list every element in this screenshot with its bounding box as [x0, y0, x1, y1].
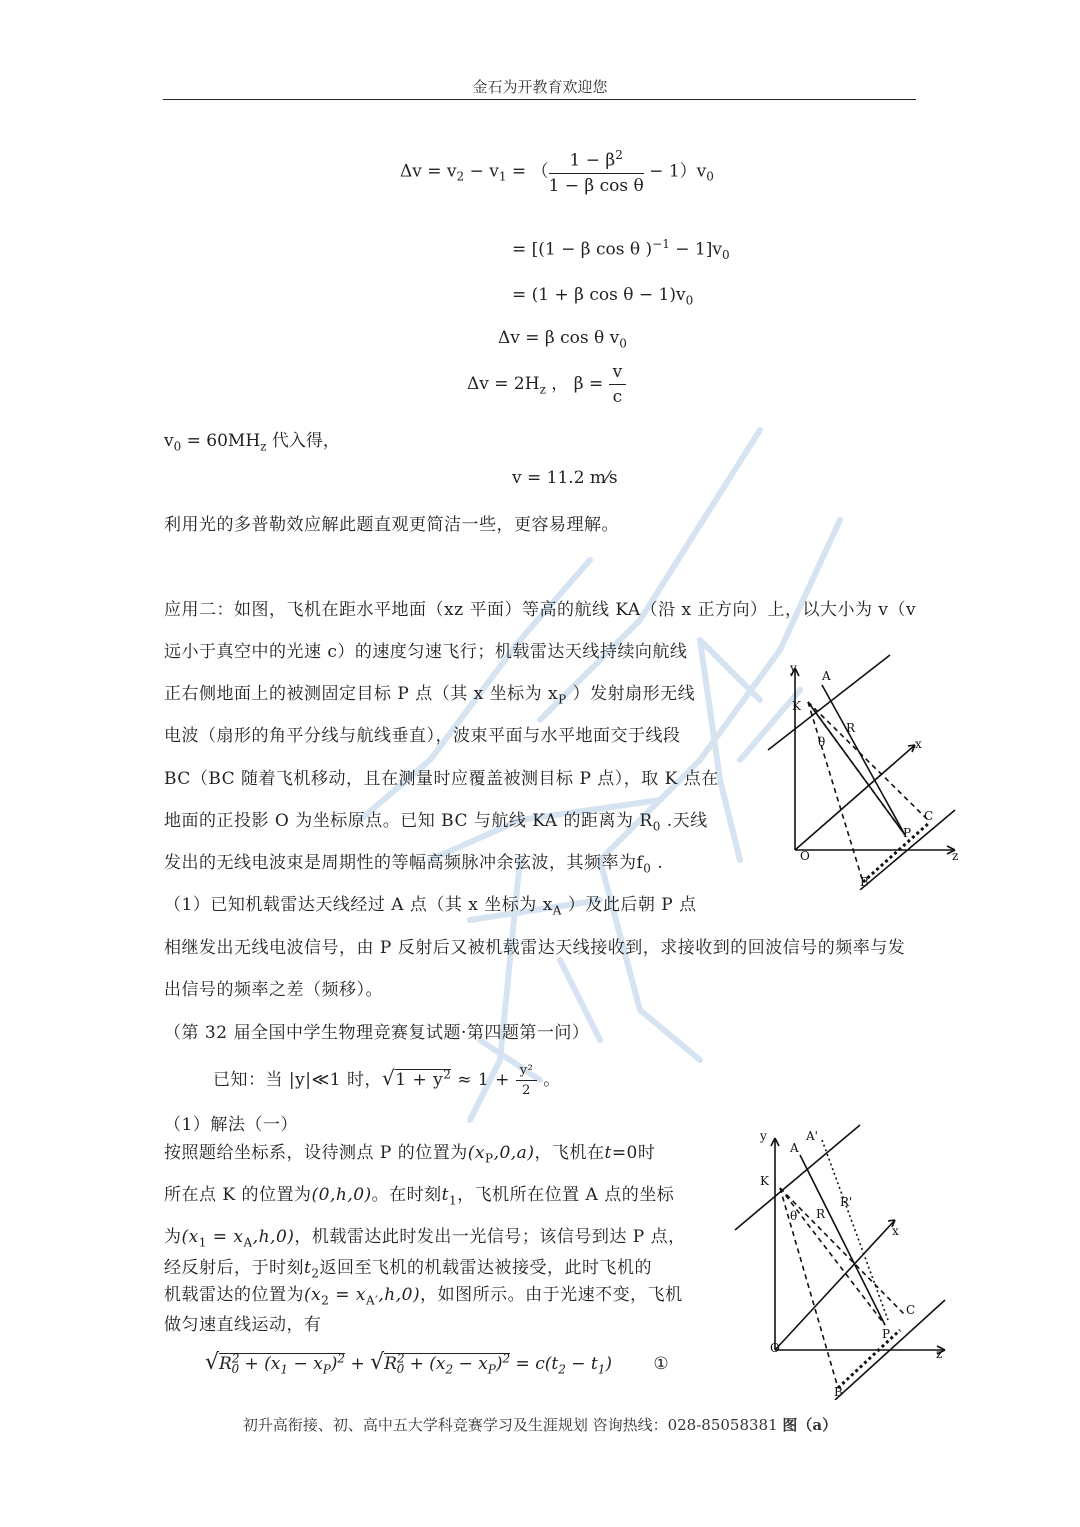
equation-3: = (1 + β $\cos \theta - 1)v_0$ — [512, 285, 694, 308]
svg-text:R: R — [816, 1207, 826, 1221]
svg-text:K: K — [792, 699, 801, 713]
paragraph-doppler: 利用光的多普勒效应解此题直观更简洁一些，更容易理解。 — [164, 515, 619, 535]
equation-4: Δv = β cos θ $v_0$ — [498, 328, 627, 351]
svg-text:z: z — [952, 849, 959, 863]
app2-line-6: 地面的正投影 O 为坐标原点。已知 BC 与航线 KA 的距离为 $R_0$ .天线 — [164, 811, 708, 834]
known-condition: 已知：当 |y|≪1 时，$√1 + y^2 \approx 1$ + $\frac{\text{y²}}{2}$ 。 — [213, 1063, 561, 1098]
svg-text:y: y — [790, 661, 797, 675]
svg-text:O: O — [800, 849, 810, 863]
svg-text:θ: θ — [818, 735, 826, 749]
svg-text:P: P — [903, 826, 912, 840]
fraction: $\frac{v}{c}$ — [609, 362, 627, 407]
equation-5: $\Delta v = 2H_z$ ， β = $\frac{v}{c}$ — [467, 362, 626, 407]
svg-text:θ: θ — [790, 1209, 798, 1223]
solution-title: （1）解法（一） — [164, 1115, 298, 1135]
diagram-radar-2 — [730, 1120, 965, 1400]
equation-2: = [(1 − β cos θ )$^{-1} - 1]v_0$ — [512, 237, 730, 263]
svg-text:C: C — [906, 1303, 916, 1317]
svg-text:O: O — [770, 1341, 780, 1355]
svg-text:A: A — [790, 1141, 799, 1155]
svg-text:x: x — [915, 737, 922, 751]
fraction: $\frac{1 - \beta^2}{\text{1 − β cos θ}}$ — [548, 148, 644, 196]
solution-line-4: 经反射后，于时刻$t_2$返回至飞机的机载雷达被接受，此时飞机的 — [164, 1258, 652, 1281]
app2-line-1: 应用二：如图，飞机在距水平地面（xz 平面）等高的航线 KA（沿 x 正方向）上，以大小为 v（v — [164, 600, 917, 620]
svg-text:P: P — [882, 1327, 891, 1341]
svg-text:B: B — [860, 875, 869, 889]
diagram-radar-1 — [760, 650, 970, 890]
solution-line-3: 为$(x_1 = x_A,h,0)$，机载雷达此时发出一光信号；该信号到达 P 点， — [164, 1227, 686, 1250]
app2-line-4: 电波（扇形的角平分线与航线垂直），波束平面与水平地面交于线段 — [164, 726, 681, 746]
app2-line-2: 远小于真空中的光速 c）的速度匀速飞行；机载雷达天线持续向航线 — [164, 642, 688, 662]
app2-line-3: 正右侧地面上的被测固定目标 P 点（其 x 坐标为 $x_P$ ）发射扇形无线 — [164, 684, 696, 707]
svg-text:A': A' — [806, 1129, 818, 1143]
x-axis — [795, 745, 915, 850]
svg-text:z: z — [936, 1347, 943, 1361]
svg-text:A: A — [822, 669, 831, 683]
solution-line-5: 机载雷达的位置为$(x_2 = x_{A'},h,0)$，如图所示。由于光速不变，飞机 — [164, 1285, 683, 1308]
equation-6: $v_0 = 60MH_z$ 代入得， — [164, 431, 340, 454]
solution-line-6: 做匀速直线运动，有 — [164, 1315, 322, 1335]
equation-final: $√R^2_0 + (x_1 - x_P)^2 + √R^2_0 + (x_2 - x_P)^2 = c(t_2 - t_1)$ ① — [205, 1350, 669, 1377]
app2-line-7: 发出的无线电波束是周期性的等幅高频脉冲余弦波，其频率为$f_0$ . — [164, 853, 664, 876]
equation-7: v = 11.2 m⁄s — [512, 468, 618, 488]
svg-text:K: K — [760, 1174, 769, 1188]
svg-text:R: R — [846, 721, 856, 735]
solution-line-1: 按照题给坐标系，设待测点 P 的位置为$(x_P,0,a)$，飞机在t=0时 — [164, 1143, 656, 1166]
svg-text:C: C — [924, 809, 934, 823]
header-divider — [163, 99, 916, 100]
app2-line-5: BC（BC 随着飞机移动，且在测量时应覆盖被测目标 P 点），取 K 点在 — [164, 769, 719, 789]
svg-text:B: B — [834, 1385, 843, 1399]
footer: 初升高衔接、初、高中五大学科竞赛学习及生涯规划 咨询热线：028-85058381 图（a） — [242, 1416, 838, 1434]
question-1-line-1: （1）已知机载雷达天线经过 A 点（其 x 坐标为 $x_A$ ）及此后朝 P 点 — [164, 895, 697, 918]
svg-text:x: x — [892, 1224, 899, 1238]
source-citation: （第 32 届全国中学生物理竞赛复试题·第四题第一问） — [164, 1023, 590, 1043]
header-title: 金石为开教育欢迎您 — [472, 78, 608, 96]
question-1-line-2: 相继发出无线电波信号，由 P 反射后又被机载雷达天线接收到，求接收到的回波信号的频率与发 — [164, 938, 906, 958]
svg-text:y: y — [760, 1129, 767, 1143]
solution-line-2: 所在点 K 的位置为(0,h,0)。在时刻$t_1$，飞机所在位置 A 点的坐标 — [164, 1185, 675, 1208]
question-1-line-3: 出信号的频率之差（频移）。 — [164, 980, 383, 1000]
equation-1: $\Delta v = v_2 - v_1$ = （ $\frac{1 - \beta^2}{\text{1 − β cos θ}}$ − $1)v_0$ — [400, 148, 714, 196]
svg-text:R': R' — [840, 1195, 853, 1209]
